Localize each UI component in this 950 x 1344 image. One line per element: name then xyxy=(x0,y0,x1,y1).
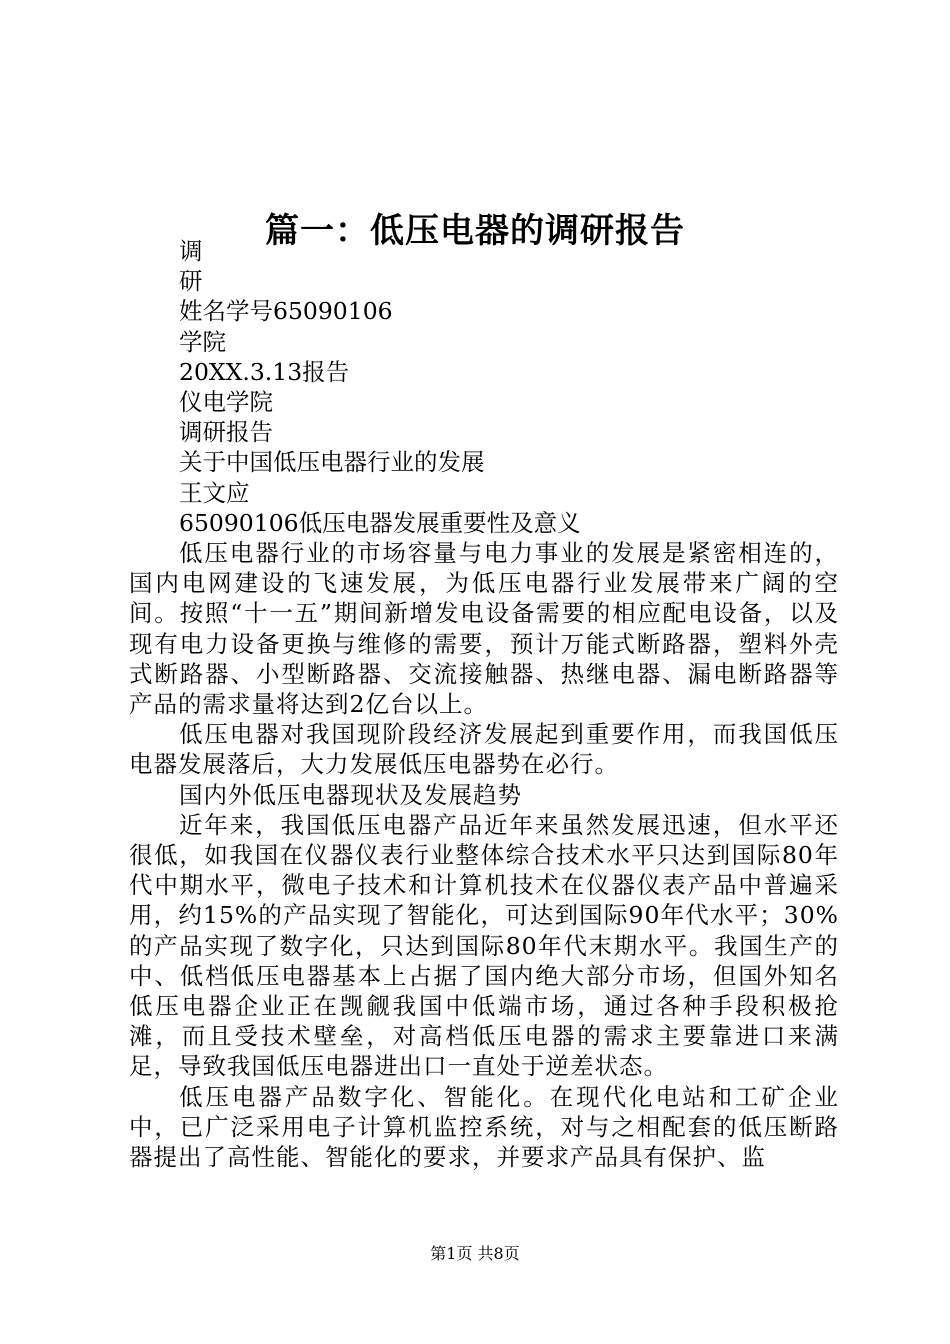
body-paragraph: 近年来，我国低压电器产品近年来虽然发展迅速，但水平还很低，如我国在仪器仪表行业整体综合技术水平只达到国际80年代中期水平，微电子技术和计算机技术在仪器仪表产品中普遍采用，约15%的产品实现了智能化，可达到国际90年代水平；30%的产品实现了数字化，只达到国际80年代末期水平。我国生产的中、低档低压电器基本上占据了国内绝大部分市场，但国外知名低压电器企业正在觊觎我国中低端市场，通过各种手段积极抢滩，而且受技术壁垒，对高档低压电器的需求主要靠进口来满足，导致我国低压电器进出口一直处于逆差状态。 xyxy=(129,810,839,1081)
cover-line: 65090106低压电器发展重要性及意义 xyxy=(179,508,581,537)
body-paragraph: 低压电器产品数字化、智能化。在现代化电站和工矿企业中，已广泛采用电子计算机监控系统，对与之相配套的低压断路器提出了高性能、智能化的要求，并要求产品具有保护、监 xyxy=(129,1082,839,1172)
section-heading: 国内外低压电器现状及发展趋势 xyxy=(179,780,522,809)
cover-line: 调研报告 xyxy=(179,418,273,447)
document-body xyxy=(129,236,839,1172)
cover-line: 仪电学院 xyxy=(179,388,273,417)
cover-line: 姓名学号65090106 xyxy=(179,297,393,326)
cover-line: 学院 xyxy=(179,327,226,356)
cover-line: 王文应 xyxy=(179,478,250,507)
body-paragraph: 低压电器对我国现阶段经济发展起到重要作用，而我国低压电器发展落后，大力发展低压电器势在必行。 xyxy=(129,720,839,779)
cover-line: 关于中国低压电器行业的发展 xyxy=(179,448,485,477)
body-paragraph: 低压电器行业的市场容量与电力事业的发展是紧密相连的，国内电网建设的飞速发展，为低压电器行业发展带来广阔的空间。按照“十一五”期间新增发电设备需要的相应配电设备，以及现有电力设备更换与维修的需要，预计万能式断路器，塑料外壳式断路器、小型断路器、交流接触器、热继电器、漏电断路器等产品的需求量将达到2亿台以上。 xyxy=(129,539,839,719)
page-footer: 第1页 共8页 xyxy=(430,1244,520,1263)
cover-line: 20XX.3.13报告 xyxy=(179,357,350,386)
cover-line: 研 xyxy=(179,267,203,296)
document-title: 篇一：低压电器的调研报告 xyxy=(265,210,685,251)
cover-line: 调 xyxy=(179,237,203,265)
